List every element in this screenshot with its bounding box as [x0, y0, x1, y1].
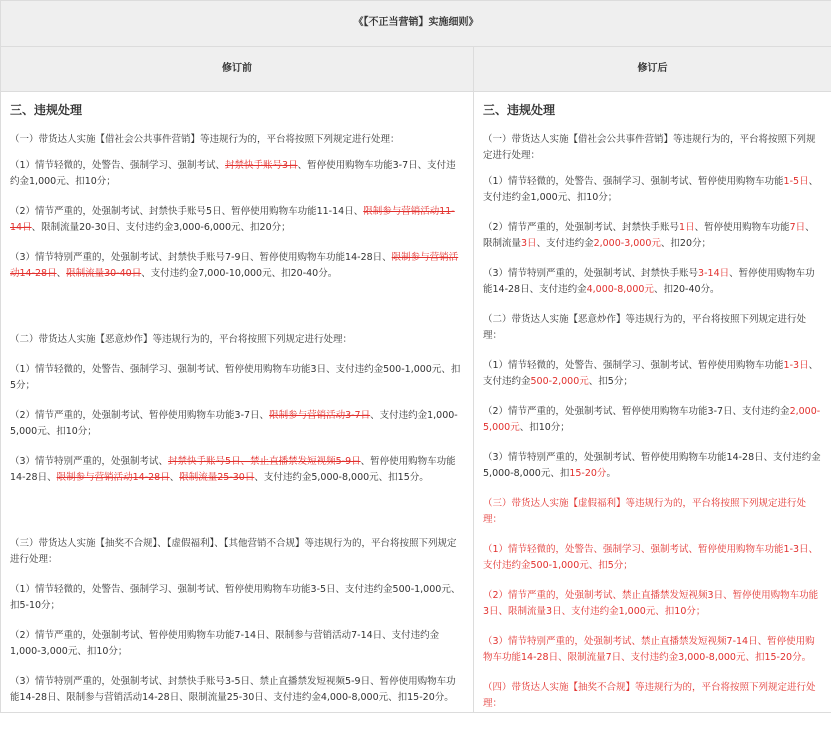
clause-text: 、支付违约金1,000-5,000元、扣10分；	[10, 410, 458, 437]
revised-text: 15-20分	[569, 468, 607, 479]
clause-text: （2）情节严重的，处强制考试、暂停使用购物车功能3-7日、支付违约金	[483, 406, 790, 417]
section-heading-after: 三、违规处理	[483, 103, 556, 117]
deleted-text: 限制参与营销活动14-28日	[56, 472, 170, 483]
clause-text: （1）情节轻微的，处警告、强制学习、强制考试、暂停使用购物车功能	[483, 176, 784, 187]
clause-paragraph	[10, 250, 465, 282]
revised-text: 7日	[789, 222, 806, 233]
clause-text: 。	[606, 468, 616, 479]
clause-text: 、限制流量	[483, 222, 815, 249]
revised-text: 3日	[521, 238, 537, 249]
clause-text: 、扣10分；	[519, 422, 570, 433]
clause-text: （1）情节轻微的，处警告、强制学习、强制考试、暂停使用购物车功能	[483, 360, 784, 371]
clause-text: （2）情节严重的，处强制考试、封禁快手账号	[483, 222, 680, 233]
before-column	[1, 92, 474, 713]
section-heading-before: 三、违规处理	[10, 103, 83, 117]
clause-paragraph	[10, 204, 465, 236]
clause-text: （一）带货达人实施【借社会公共事件营销】等违规行为的，平台将按照下列规定进行处理：	[483, 134, 816, 161]
clause-paragraph	[10, 362, 465, 394]
deleted-text: 限制流量25-30日	[179, 472, 255, 483]
clause-text: 、支付违约金	[483, 360, 819, 387]
clause-paragraph	[483, 266, 823, 298]
clause-text: （2）情节严重的，处强制考试、暂停使用购物车功能3-7日、	[10, 410, 270, 421]
deleted-text: 封禁快手账号5日、禁止直播禁发短视频5-9日	[168, 456, 361, 467]
before-paragraphs	[10, 132, 465, 706]
clause-text: 、扣20-40分。	[653, 284, 720, 295]
table-title: 《【不正当营销】实施细则》	[1, 1, 831, 47]
clause-paragraph	[483, 634, 823, 666]
clause-paragraph	[483, 542, 823, 574]
clause-text: （二）带货达人实施【恶意炒作】等违规行为的，平台将按照下列规定进行处理：	[10, 334, 353, 345]
revised-text: （2）情节严重的，处强制考试、禁止直播禁发短视频3日、暂停使用购物车功能3日、限制流量3日、支付违约金1,000元、扣10分；	[483, 590, 819, 617]
clause-paragraph	[10, 674, 465, 706]
revised-text: 3-14日	[698, 268, 730, 279]
clause-paragraph	[483, 450, 823, 482]
clause-paragraph	[10, 628, 465, 660]
clause-paragraph	[483, 404, 823, 436]
clause-text: 、暂停使用购物车功能3-7日、支付违约金1,000元、扣10分；	[10, 160, 456, 187]
column-header-before: 修订前	[1, 47, 474, 92]
revised-text: 1日	[679, 222, 695, 233]
clause-text: 、支付违约金1,000元、扣10分；	[483, 176, 819, 203]
clause-paragraph	[10, 332, 465, 348]
clause-text: （一）带货达人实施【借社会公共事件营销】等违规行为的，平台将按照下列规定进行处理：	[10, 134, 400, 145]
revised-text: 2,000-3,000元	[593, 238, 661, 249]
clause-text: 、	[56, 268, 67, 279]
deleted-text: 限制流量30-40日	[66, 268, 142, 279]
clause-text: 、支付违约金7,000-10,000元、扣20-40分。	[141, 268, 338, 279]
clause-paragraph	[483, 312, 823, 344]
clause-text: （3）情节特别严重的，处强制考试、封禁快手账号3-5日、禁止直播禁发短视频5-9日、暂停使用购物车功能14-28日、限制参与营销活动14-28日、限制流量25-30日、支付违约金4,000-8,000元、扣15-20分。	[10, 676, 456, 703]
clause-text: （3）情节特别严重的，处强制考试、封禁快手账号	[483, 268, 699, 279]
after-column	[474, 92, 831, 713]
clause-text: （1）情节轻微的，处警告、强制学习、强制考试、暂停使用购物车功能3-5日、支付违约金500-1,000元、扣5-10分；	[10, 584, 461, 611]
revised-text: （四）带货达人实施【抽奖不合规】等违规行为的，平台将按照下列规定进行处理：	[483, 682, 816, 709]
clause-paragraph	[483, 174, 823, 206]
clause-paragraph	[483, 496, 823, 528]
clause-paragraph	[10, 132, 465, 148]
clause-text: 、扣20分；	[660, 238, 711, 249]
clause-paragraph	[483, 132, 823, 164]
column-header-after: 修订后	[474, 47, 831, 92]
clause-paragraph	[483, 358, 823, 390]
clause-paragraph	[483, 680, 823, 712]
clause-paragraph	[10, 158, 465, 190]
after-paragraphs	[483, 132, 823, 712]
deleted-text: 限制参与营销活动3-7日	[269, 410, 371, 421]
clause-text: 、暂停使用购物车功能	[694, 222, 790, 233]
clause-text: （2）情节严重的，处强制考试、封禁快手账号5日、暂停使用购物车功能11-14日、	[10, 206, 364, 217]
clause-paragraph	[10, 582, 465, 614]
revised-text: （3）情节特别严重的，处强制考试、禁止直播禁发短视频7-14日、暂停使用购物车功能14-28日、限制流量7日、支付违约金3,000-8,000元、扣15-20分。	[483, 636, 815, 663]
revised-text: 1-3日	[783, 360, 809, 371]
clause-paragraph	[10, 536, 465, 568]
deleted-text: 限制参与营销活动14-28日	[10, 252, 459, 279]
deleted-text: 封禁快手账号3日	[225, 160, 298, 171]
clause-paragraph	[483, 588, 823, 620]
clause-text: （1）情节轻微的，处警告、强制学习、强制考试、	[10, 160, 226, 171]
clause-text: （2）情节严重的，处强制考试、暂停使用购物车功能7-14日、限制参与营销活动7-14日、支付违约金1,000-3,000元、扣10分；	[10, 630, 440, 657]
deleted-text: 限制参与营销活动11-14日	[10, 206, 455, 233]
clause-text: 、暂停使用购物车功能14-28日、	[10, 456, 456, 483]
clause-text: 、暂停使用购物车功能14-28日、支付违约金	[483, 268, 815, 295]
clause-text: （1）情节轻微的，处警告、强制学习、强制考试、暂停使用购物车功能3日、支付违约金500-1,000元、扣5分；	[10, 364, 461, 391]
clause-text: （三）带货达人实施【抽奖不合规】、【虚假福利】、【其他营销不合规】等违规行为的，平台将按照下列规定进行处理：	[10, 538, 457, 565]
revised-text: 4,000-8,000元	[586, 284, 654, 295]
clause-text: 、扣5分；	[588, 376, 633, 387]
clause-text: 、支付违约金	[536, 238, 594, 249]
revised-text: 500-2,000元	[530, 376, 589, 387]
clause-text: 、	[169, 472, 180, 483]
clause-text: 、支付违约金5,000-8,000元、扣15分。	[254, 472, 429, 483]
clause-paragraph	[10, 454, 465, 486]
clause-paragraph	[10, 408, 465, 440]
clause-text: （3）情节特别严重的，处强制考试、暂停使用购物车功能14-28日、支付违约金5,000-8,000元、扣	[483, 452, 821, 479]
revised-text: （三）带货达人实施【虚假福利】等违规行为的，平台将按照下列规定进行处理：	[483, 498, 807, 525]
clause-text: 、限制流量20-30日、支付违约金3,000-6,000元、扣20分；	[31, 222, 291, 233]
revised-text: （1）情节轻微的，处警告、强制学习、强制考试、暂停使用购物车功能1-3日、支付违约金500-1,000元、扣5分；	[483, 544, 819, 571]
clause-text: （3）情节特别严重的，处强制考试、	[10, 456, 169, 467]
revised-text: 2,000-5,000元	[483, 406, 821, 433]
clause-paragraph	[483, 220, 823, 252]
clause-text: （3）情节特别严重的，处强制考试、封禁快手账号7-9日、暂停使用购物车功能14-28日、	[10, 252, 392, 263]
clause-text: （二）带货达人实施【恶意炒作】等违规行为的，平台将按照下列规定进行处理：	[483, 314, 807, 341]
revised-text: 1-5日	[783, 176, 809, 187]
